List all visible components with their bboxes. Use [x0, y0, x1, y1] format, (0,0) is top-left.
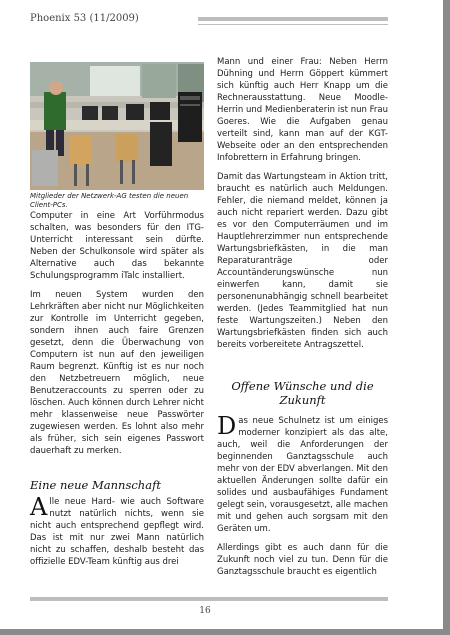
page-shadow-right: [443, 0, 450, 635]
left-column: [30, 210, 204, 464]
section-text: as neue Schulnetz ist um einiges moderner konzipiert als das alte, auch, weil die Anforderungen der beginnenden Ganztagsschule auch mehr von der EDV abverlangen. Mit den aktuellen Änderungen sollte dafür ein solides und ausbaufähiges Fundament gelegt sein, vorausgesetzt, alle machen mit und gehen auch sorgsam mit den Geräten um.: [217, 416, 388, 534]
paragraph: Allerdings gibt es auch dann für die Zukunft noch viel zu tun. Denn für die Ganztagsschule braucht es eigentlich: [217, 543, 388, 577]
paragraph: Im neuen System wurden den Lehrkräften aber nicht nur Möglichkeiten zur Kontrolle im Unterricht gegeben, sondern ihnen auch faire Grenzen gesetzt, denn die Überwachung von Computern ist nun auf den jeweiligen Raum begrenzt. Künftig ist es nur noch den Netzbetreuern möglich, neue Benutzeraccounts zu sperren oder zu löschen. Auch können durch Lehrer nicht mehr klassenweise neue Passwörter zugewiesen werden. Es lohnt also mehr als früher, sich sein eigenes Passwort dauerhaft zu merken.: [30, 290, 204, 456]
section-heading-mannschaft: Eine neue Mannschaft: [30, 478, 161, 492]
computer-room-photo: [30, 62, 204, 190]
right-column: [217, 56, 388, 358]
footer-rule: [30, 597, 388, 601]
paragraph: Computer in eine Art Vorführmodus schalten, was besonders für den ITG-Unterricht interessant sein dürfte. Neben der Schulkonsole wird später als Alternative auch das bekannte Schulungsprogramm iTalc installiert.: [30, 211, 204, 281]
photo-caption: Mitglieder der Netzwerk-AG testen die neuen Client-PCs.: [30, 192, 189, 209]
paragraph: Mann und einer Frau: Neben Herrn Dühning und Herrn Göppert kümmert sich künftig auch Herr Knapp um die Rechnerausstattung. Neue Moodle-Herrin und Medienberaterin ist nun Frau Goeres. Wie die Aufgaben genau verteilt sind, kann man auf der KGT-Webseite oder an den entsprechenden Infobrettern in Erfahrung bringen.: [217, 57, 388, 163]
page-number: 16: [199, 606, 211, 616]
section-text: lle neue Hard- wie auch Software nutzt natürlich nichts, wenn sie nicht auch entsprechend gepflegt wird. Das ist mit nur zwei Mann natürlich nicht zu schaffen, deshalb besteht das offizielle EDV-Team künftig aus drei: [30, 497, 204, 567]
page-shadow-bottom: [0, 629, 450, 635]
left-section-body: [30, 493, 204, 575]
right-section-body: [217, 412, 388, 585]
header-rule: [198, 17, 388, 21]
header-rule-thin: [198, 24, 388, 25]
drop-cap: D: [217, 412, 237, 440]
paragraph: Damit das Wartungsteam in Aktion tritt, braucht es natürlich auch Meldungen. Fehler, die niemand meldet, können ja auch nicht repariert werden. Dazu gibt es vor den Computerräumen und im Hauptlehrerzimmer nun entsprechende Wartungsbriefkästen, in die man Reparaturanträge oder Accountänderungswünsche nun einwerfen kann, damit sie personenunabhängig schnell bearbeitet werden. (Jedes Teammitglied hat nun feste Wartungszeiten.) Neben den Wartungsbriefkästen finden sich auch bereits vorbereitete Antragszettel.: [217, 172, 388, 350]
drop-cap: A: [30, 493, 48, 521]
running-header: Phoenix 53 (11/2009): [30, 13, 139, 24]
section-heading-zukunft: Offene Wünsche und die Zukunft: [231, 379, 374, 407]
